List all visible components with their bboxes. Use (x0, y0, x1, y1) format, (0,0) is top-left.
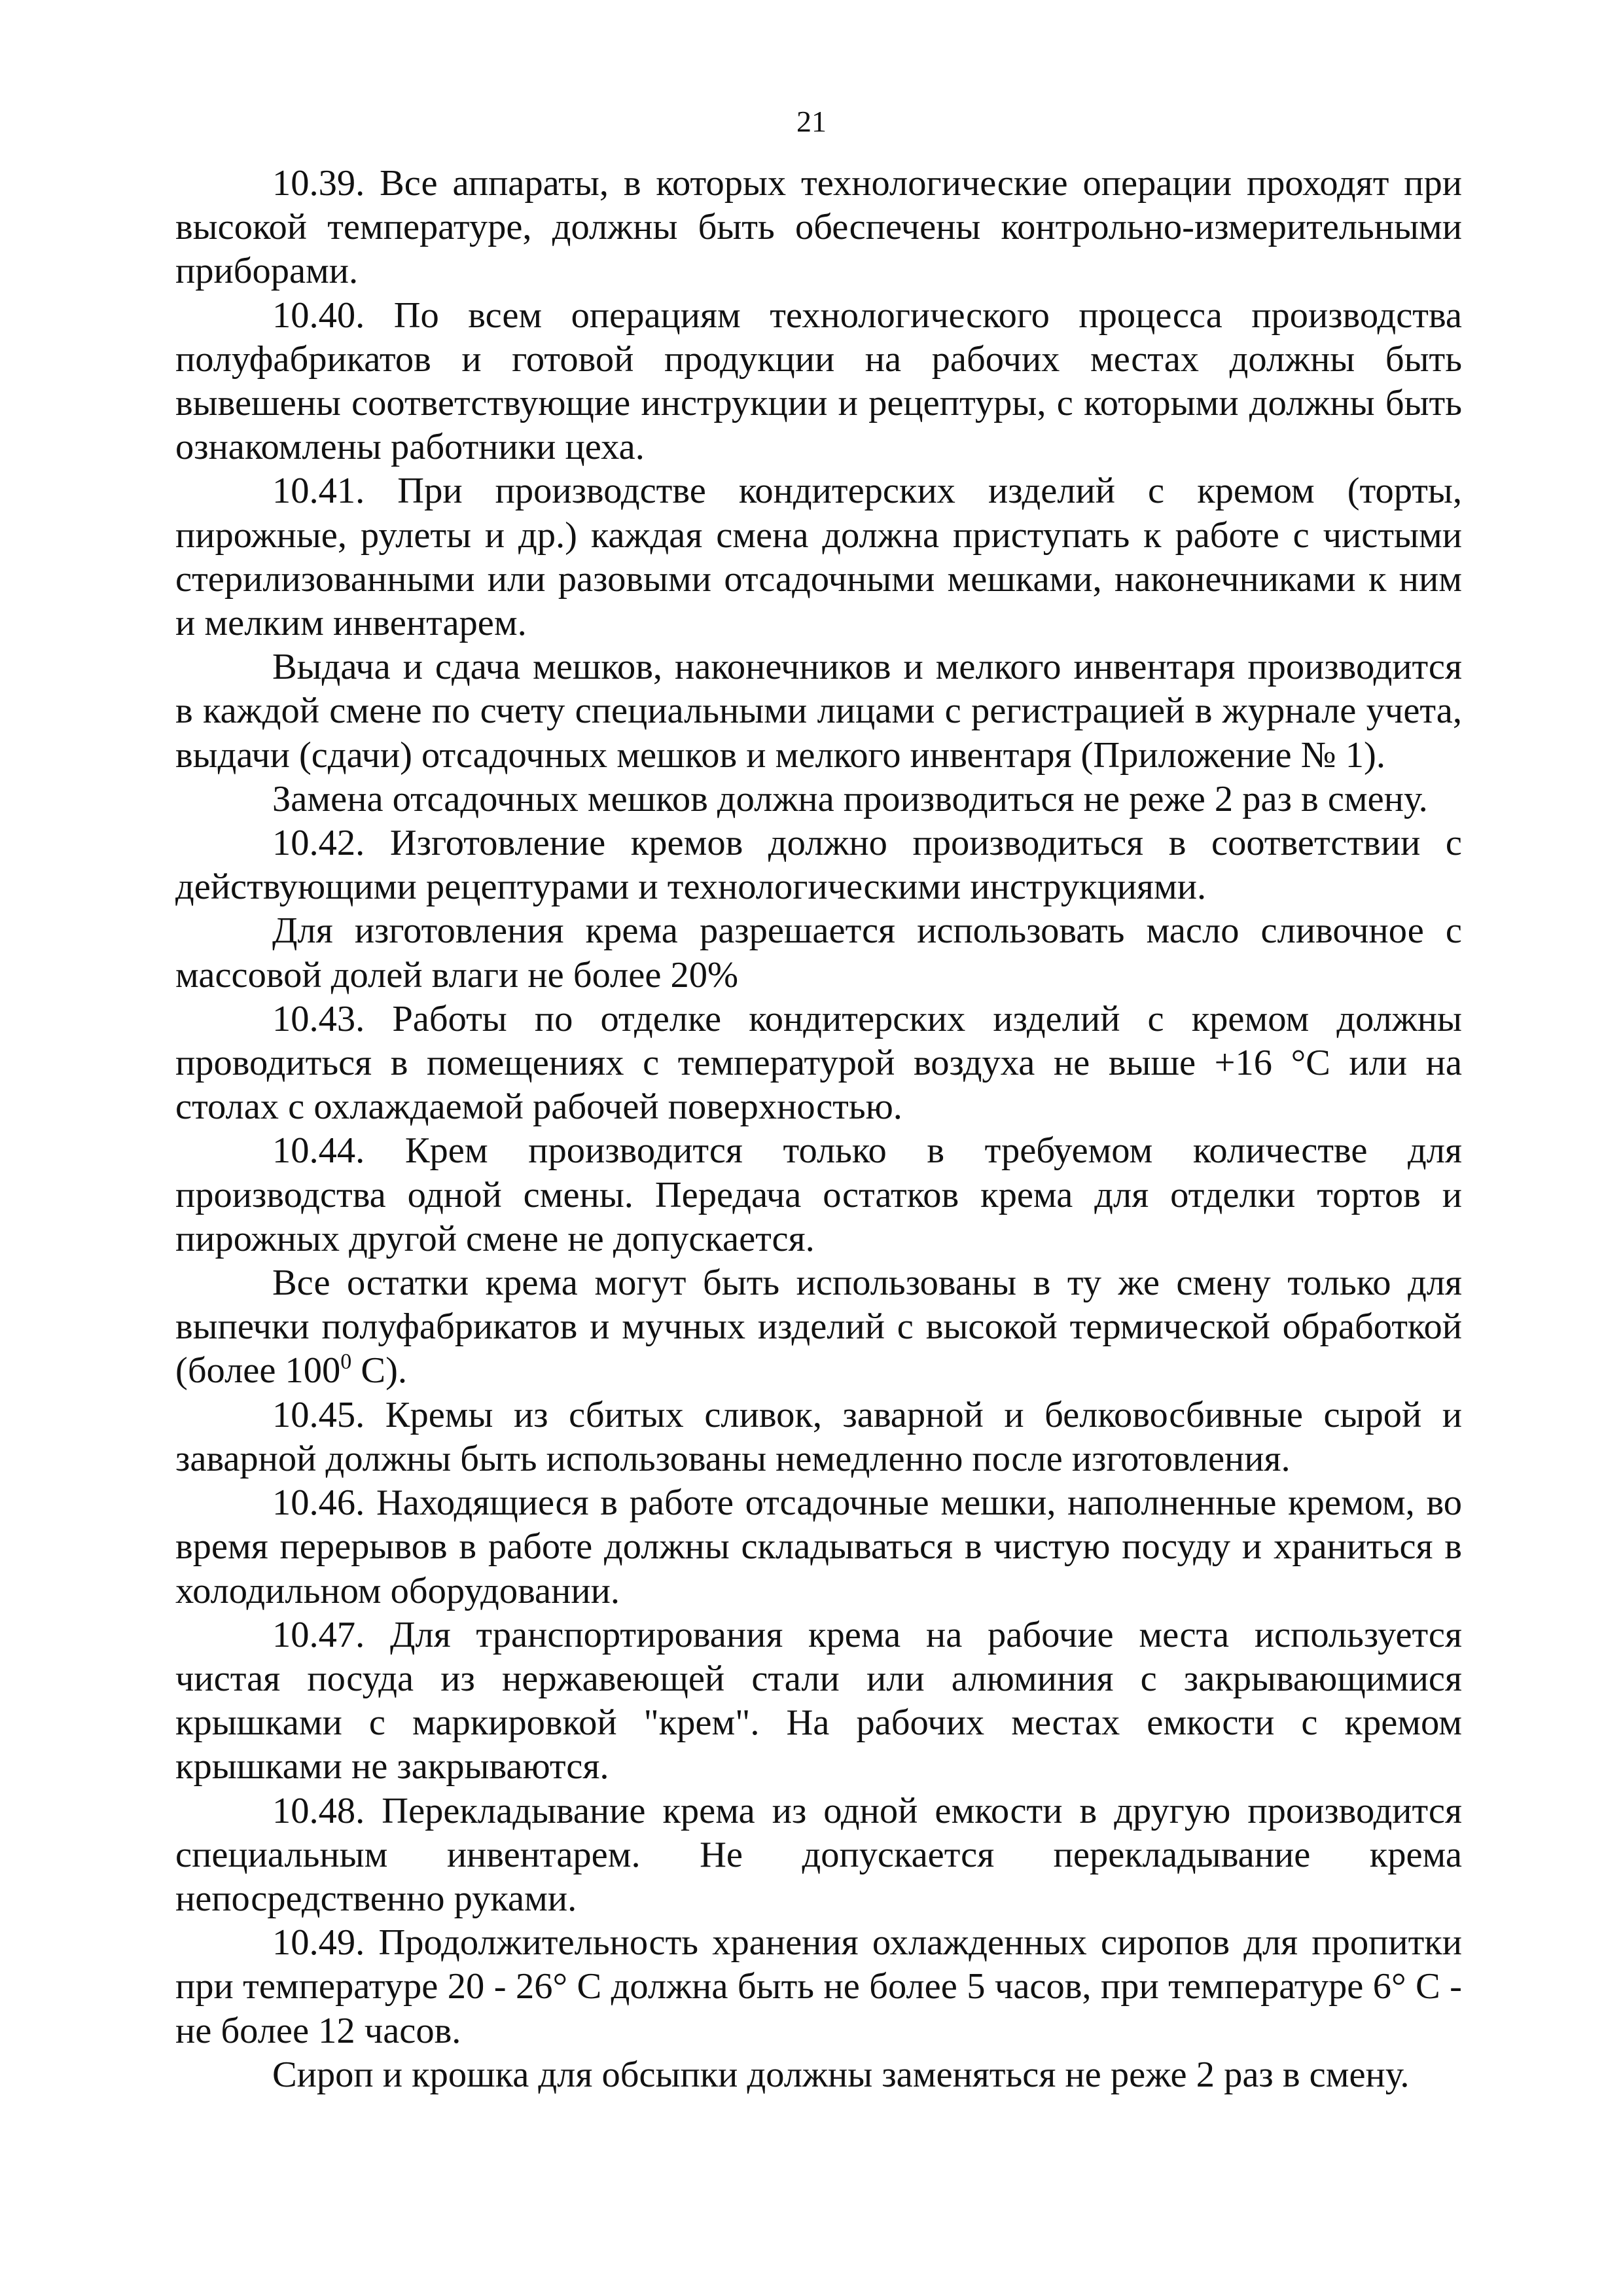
degree-superscript: 0 (340, 1349, 352, 1374)
paragraph-10-46: 10.46. Находящиеся в работе отсадочные мешки, наполненные кремом, во время перерывов в работе должны складываться в чистую посуду и храниться в холодильном оборудовании. (175, 1482, 1462, 1611)
paragraph-butter-moisture: Для изготовления крема разрешается использовать масло сливочное с массовой долей влаги не более 20% (175, 910, 1462, 996)
paragraph-10-42: 10.42. Изготовление кремов должно производиться в соответствии с действующими рецептурами и технологическими инструкциями. (175, 823, 1462, 908)
document-body (175, 162, 1462, 2097)
paragraph-10-48: 10.48. Перекладывание крема из одной емкости в другую производится специальным инвентарем. Не допускается перекладывание крема непосредственно руками. (175, 1790, 1462, 1919)
paragraph-10-41: 10.41. При производстве кондитерских изделий с кремом (торты, пирожные, рулеты и др.) каждая смена должна приступать к работе с чистыми стерилизованными или разовыми отсадочными мешками, наконечниками к ним и мелким инвентарем. (175, 471, 1462, 644)
paragraph-10-40: 10.40. По всем операциям технологического процесса производства полуфабрикатов и готовой продукции на рабочих местах должны быть вывешены соответствующие инструкции и рецептуры, с которыми должны быть ознакомлены работники цеха. (175, 295, 1462, 468)
paragraph-10-43: 10.43. Работы по отделке кондитерских изделий с кремом должны проводиться в помещениях с температурой воздуха не выше +16 °С или на столах с охлаждаемой рабочей поверхностью. (175, 998, 1462, 1128)
paragraph-10-49: 10.49. Продолжительность хранения охлажденных сиропов для пропитки при температуре 20 - 26° С должна быть не более 5 часов, при температуре 6° С - не более 12 часов. (175, 1922, 1462, 2051)
paragraph-cream-leftovers (175, 1261, 1462, 1393)
paragraph-issue-return: Выдача и сдача мешков, наконечников и мелкого инвентаря производится в каждой смене по счету специальными лицами с регистрацией в журнале учета, выдачи (сдачи) отсадочных мешков и мелкого инвентаря (Приложение № 1). (175, 647, 1462, 776)
page-number: 21 (796, 105, 827, 138)
paragraph-cream-leftovers-tail: С). (351, 1350, 408, 1391)
paragraph-10-39: 10.39. Все аппараты, в которых технологические операции проходят при высокой температуре, должны быть обеспечены контрольно-измерительными приборами. (175, 163, 1462, 292)
paragraph-10-45: 10.45. Кремы из сбитых сливок, заварной и белковосбивные сырой и заварной должны быть использованы немедленно после изготовления. (175, 1394, 1462, 1479)
paragraph-10-44: 10.44. Крем производится только в требуемом количестве для производства одной смены. Передача остатков крема для отделки тортов и пирожных другой смене не допускается. (175, 1130, 1462, 1259)
paragraph-10-47: 10.47. Для транспортирования крема на рабочие места используется чистая посуда из нержавеющей стали или алюминия с закрывающимися крышками с маркировкой "крем". На рабочих местах емкости с кремом крышками не закрываются. (175, 1614, 1462, 1787)
paragraph-cream-leftovers-text: Все остатки крема могут быть использованы в ту же смену только для выпечки полуфабрикатов и мучных изделий с высокой термической обработкой (более 100 (175, 1263, 1462, 1391)
paragraph-bag-replacement: Замена отсадочных мешков должна производиться не реже 2 раз в смену. (272, 778, 1428, 819)
paragraph-syrup-crumb: Сироп и крошка для обсыпки должны заменяться не реже 2 раз в смену. (272, 2054, 1410, 2095)
